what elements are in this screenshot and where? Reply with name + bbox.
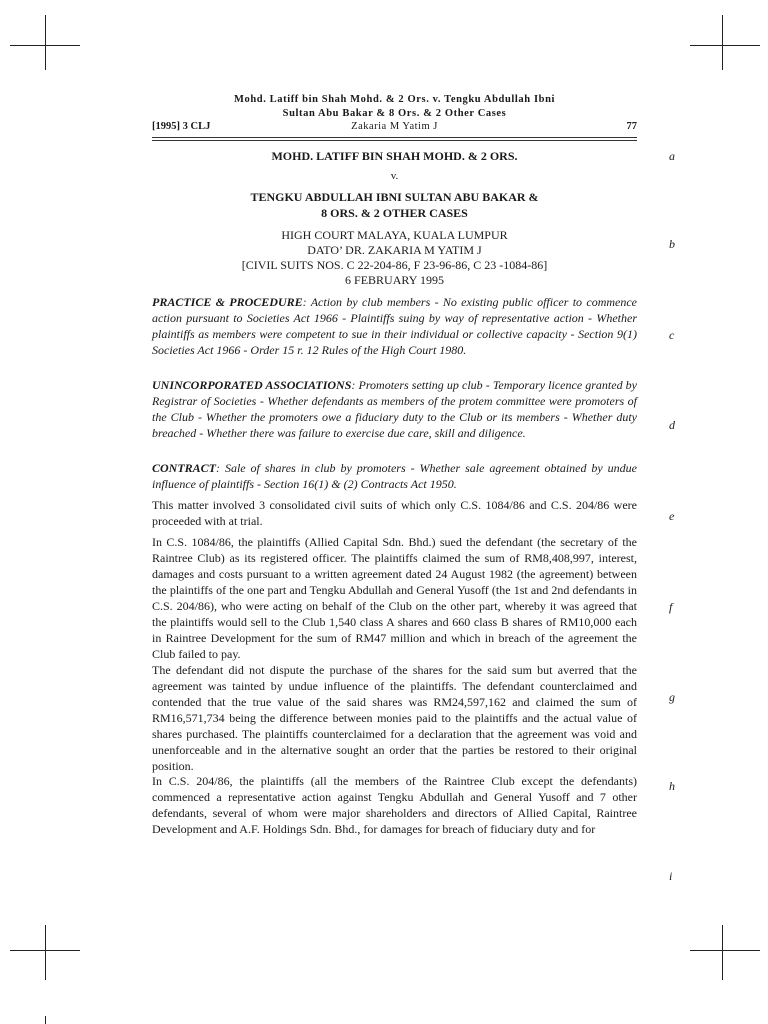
margin-letter: h bbox=[669, 779, 675, 793]
catchword-paragraph bbox=[152, 294, 637, 358]
crop-mark bbox=[722, 15, 723, 70]
page-number: 77 bbox=[626, 121, 637, 132]
case-defendants-line2: 8 ORS. & 2 OTHER CASES bbox=[321, 206, 468, 220]
crop-mark bbox=[690, 950, 760, 951]
body-paragraph: In C.S. 204/86, the plaintiffs (all the members of the Raintree Club except the defendants) commenced a representative action against Tengku Abdullah and General Yusoff and 7 other defendants, several of whom were major shareholders and directors of Allied Capital, Raintree Development and A.F. Holdings Sdn. Bhd., for damages for breach of fiduciary duty and for bbox=[152, 774, 637, 836]
margin-letter: g bbox=[669, 690, 675, 704]
running-header-judge: Zakaria M Yatim J bbox=[351, 121, 438, 132]
case-court: HIGH COURT MALAYA, KUALA LUMPUR bbox=[281, 228, 508, 242]
case-versus: v. bbox=[390, 170, 399, 182]
margin-letter: a bbox=[669, 149, 675, 163]
case-date: 6 FEBRUARY 1995 bbox=[345, 273, 444, 287]
header-rule bbox=[152, 137, 637, 138]
case-defendants-line1: TENGKU ABDULLAH IBNI SULTAN ABU BAKAR & bbox=[250, 190, 539, 204]
body-paragraph: The defendant did not dispute the purchase of the shares for the said sum but averred that the agreement was tainted by undue influence of the plaintiffs. The defendant counterclaimed and contended that the true value of the said shares was RM24,597,162 and claimed the sum of RM16,571,734 being the difference between monies paid to the plaintiffs and the actual value of shares purchased. The plaintiffs counterclaimed for a declaration that the agreement was void and unenforceable and in the alternative sought an order that the parties be restored to their original position. bbox=[152, 663, 637, 773]
running-header-citation: [1995] 3 CLJ bbox=[152, 121, 211, 132]
header-rule bbox=[152, 140, 637, 141]
case-judge: DATO’ DR. ZAKARIA M YATIM J bbox=[307, 243, 482, 257]
running-header-title-line2: Sultan Abu Bakar & 8 Ors. & 2 Other Cases bbox=[282, 108, 507, 119]
catchword-text: : Promoters setting up club - Temporary licence granted by Registrar of Societies - Whether defendants as members of the protem committee were promoters of the Club - Whether the promoters owe a fiduciary duty to the Club or its members - Whether duty breached - Whether there was failure to exercise due care, skill and diligence. bbox=[152, 378, 638, 440]
catchword-paragraph bbox=[152, 377, 637, 441]
margin-letter: c bbox=[669, 328, 675, 342]
body-paragraph: This matter involved 3 consolidated civil suits of which only C.S. 1084/86 and C.S. 204/86 were proceeded with at trial. bbox=[152, 498, 637, 528]
crop-mark bbox=[45, 15, 46, 70]
margin-letter: b bbox=[669, 237, 675, 251]
catchword-keyword: PRACTICE & PROCEDURE bbox=[152, 295, 303, 309]
case-suit-numbers: [CIVIL SUITS NOS. C 22-204-86, F 23-96-86, C 23 -1084-86] bbox=[241, 258, 548, 272]
crop-mark bbox=[45, 1016, 46, 1024]
margin-letter: f bbox=[669, 600, 673, 614]
margin-letter: d bbox=[669, 418, 675, 432]
crop-mark bbox=[690, 45, 760, 46]
crop-mark bbox=[722, 925, 723, 980]
margin-letter: i bbox=[669, 869, 673, 883]
margin-letter: e bbox=[669, 509, 675, 523]
catchword-keyword: UNINCORPORATED ASSOCIATIONS bbox=[152, 378, 352, 392]
catchword-text: : Sale of shares in club by promoters - Whether sale agreement obtained by undue influence of plaintiffs - Section 16(1) & (2) Contracts Act 1950. bbox=[152, 461, 637, 491]
running-header-title-line1: Mohd. Latiff bin Shah Mohd. & 2 Ors. v. Tengku Abdullah Ibni bbox=[233, 94, 556, 105]
catchword-text: : Action by club members - No existing public officer to commence action pursuant to Societies Act 1966 - Plaintiffs suing by way of representative action - Whether plaintiffs as members were competent to sue in their individual or collective capacity - Section 9(1) Societies Act 1966 - Order 15 r. 12 Rules of the High Court 1980. bbox=[152, 295, 637, 357]
body-paragraph: In C.S. 1084/86, the plaintiffs (Allied Capital Sdn. Bhd.) sued the defendant (the secretary of the Raintree Club) as its registered officer. The plaintiffs claimed the sum of RM8,408,997, interest, damages and costs pursuant to a written agreement dated 24 August 1982 (the agreement) between the plaintiffs of the one part and Tengku Abdullah and General Yusoff (the 1st and 2nd defendants in C.S. 204/86), who were acting on behalf of the Club on the other part, whereby it was agreed that the plaintiffs would sell to the Club 1,540 class A shares and 660 class B shares of RM10,000 each in Raintree Development for the sum of RM47 million and which in breach of the agreement the Club failed to pay. bbox=[152, 535, 637, 661]
catchword-keyword: CONTRACT bbox=[152, 461, 217, 475]
catchword-paragraph bbox=[152, 460, 637, 492]
case-plaintiffs: MOHD. LATIFF BIN SHAH MOHD. & 2 ORS. bbox=[271, 149, 518, 163]
crop-mark bbox=[45, 925, 46, 980]
